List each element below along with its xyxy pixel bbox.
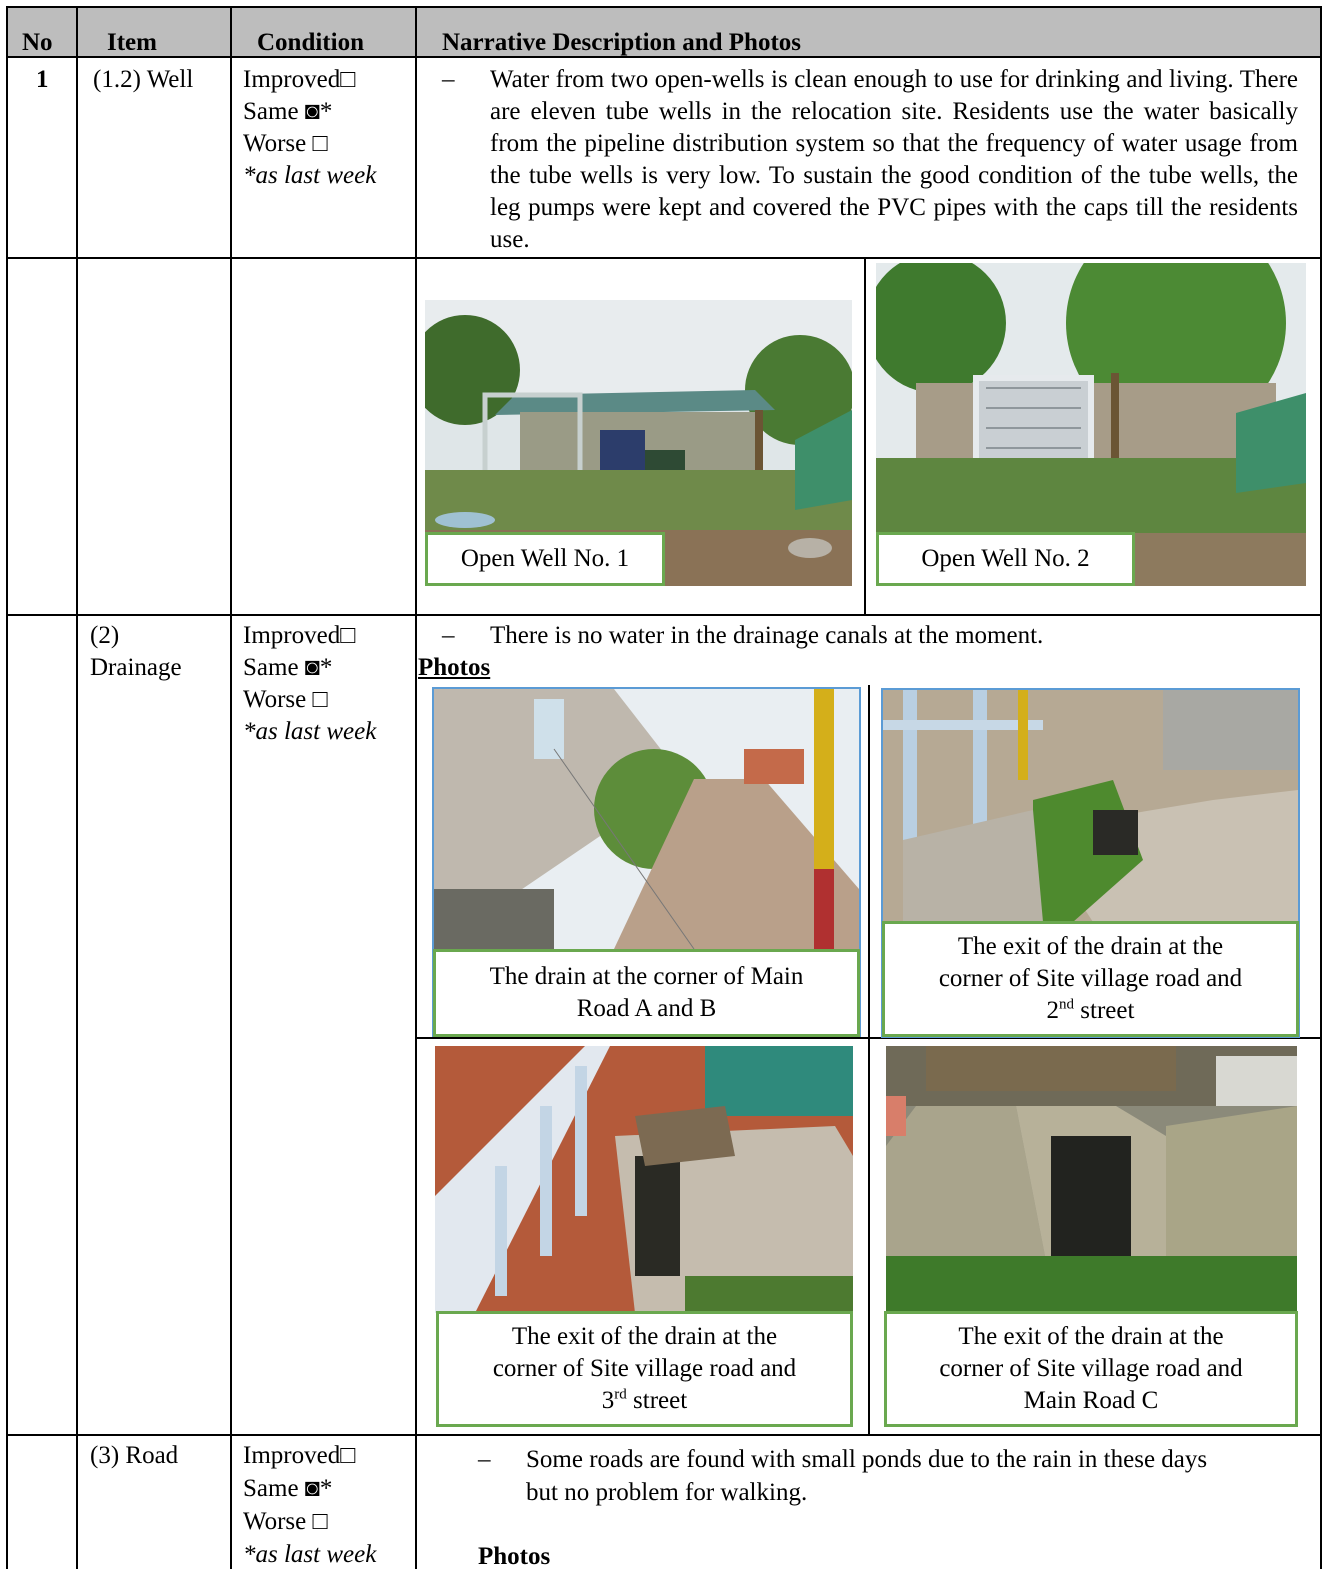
item-label: (1.2) Well	[93, 66, 194, 93]
grid-line	[230, 6, 232, 1569]
condition-improved: Improved□	[243, 622, 356, 649]
item-label: (3) Road	[90, 1442, 179, 1469]
narrative-text: but no problem for walking.	[526, 1479, 808, 1506]
caption-line: corner of Site village road and	[939, 1355, 1243, 1382]
header-no: No	[22, 29, 53, 56]
photos-label: Photos	[418, 654, 491, 681]
header-condition: Condition	[257, 29, 364, 56]
narrative-text: There is no water in the drainage canals at the moment.	[490, 622, 1044, 649]
photos-label: Photos	[478, 1543, 551, 1570]
photo-drain-3rd-street	[435, 1046, 853, 1313]
item-label: Drainage	[90, 654, 182, 681]
grid-line	[6, 614, 1322, 616]
narrative-text: Water from two open-wells is clean enough to use for drinking and living. There are eleven tube wells in the relocation site. Residents use the water basically from the pipeline distribution system so that the frequency of water usage from the tube wells is very low. To sustain the good condition of the tube wells, the leg pumps were kept and covered the PVC pipes with the caps till the residents use.	[490, 66, 1298, 253]
list-dash: –	[442, 622, 455, 649]
header-narrative: Narrative Description and Photos	[442, 29, 801, 56]
condition-same: Same ◙*	[243, 654, 333, 681]
condition-improved: Improved□	[243, 1442, 356, 1469]
photo-caption	[884, 1311, 1298, 1427]
caption-line: The drain at the corner of Main	[489, 963, 804, 990]
caption-ordinal: 3	[601, 1387, 615, 1414]
caption-ordinal-word: street	[626, 1387, 688, 1414]
caption-line: The exit of the drain at the	[957, 933, 1224, 960]
grid-line	[6, 1434, 1322, 1436]
photo-caption: Open Well No. 1	[425, 532, 665, 586]
condition-worse: Worse □	[243, 686, 328, 713]
condition-same: Same ◙*	[243, 1475, 333, 1502]
caption-ordinal-suffix: nd	[1059, 996, 1075, 1013]
photo-caption	[433, 949, 860, 1037]
caption-line: Main Road C	[1023, 1387, 1159, 1414]
grid-line	[868, 685, 870, 1435]
photo-drain-main-road-c	[886, 1046, 1297, 1313]
caption-line	[602, 1385, 687, 1417]
caption-line: The exit of the drain at the	[958, 1323, 1224, 1350]
grid-line	[6, 257, 1322, 259]
photo-caption	[882, 921, 1299, 1037]
condition-worse: Worse □	[243, 1508, 328, 1535]
caption-ordinal-word: street	[1074, 997, 1135, 1024]
grid-line	[76, 6, 78, 1569]
condition-worse: Worse □	[243, 130, 328, 157]
list-dash: –	[478, 1446, 491, 1473]
caption-ordinal-suffix: rd	[614, 1386, 627, 1403]
caption-line: Road A and B	[576, 995, 717, 1022]
caption-line	[1047, 995, 1135, 1027]
caption-line: corner of Site village road and	[938, 965, 1243, 992]
condition-same: Same ◙*	[243, 98, 333, 125]
condition-note: *as last week	[243, 1541, 377, 1568]
caption-ordinal: 2	[1046, 997, 1060, 1024]
condition-note: *as last week	[243, 162, 377, 189]
caption-line: The exit of the drain at the	[511, 1323, 778, 1350]
list-dash: –	[442, 66, 455, 93]
photo-caption	[436, 1311, 853, 1427]
grid-line	[6, 6, 1322, 8]
photo-drain-main-road	[434, 689, 859, 949]
condition-improved: Improved□	[243, 66, 356, 93]
condition-note: *as last week	[243, 718, 377, 745]
photo-caption: Open Well No. 2	[876, 532, 1135, 586]
narrative-text: Some roads are found with small ponds due to the rain in these days	[526, 1446, 1208, 1473]
header-item: Item	[107, 29, 157, 56]
grid-line	[415, 6, 417, 1569]
row-number: 1	[36, 66, 49, 93]
caption-line: corner of Site village road and	[492, 1355, 797, 1382]
photo-drain-2nd-street	[883, 690, 1298, 922]
item-label: (2)	[90, 622, 120, 649]
grid-line	[6, 6, 8, 1569]
grid-line	[864, 257, 866, 615]
